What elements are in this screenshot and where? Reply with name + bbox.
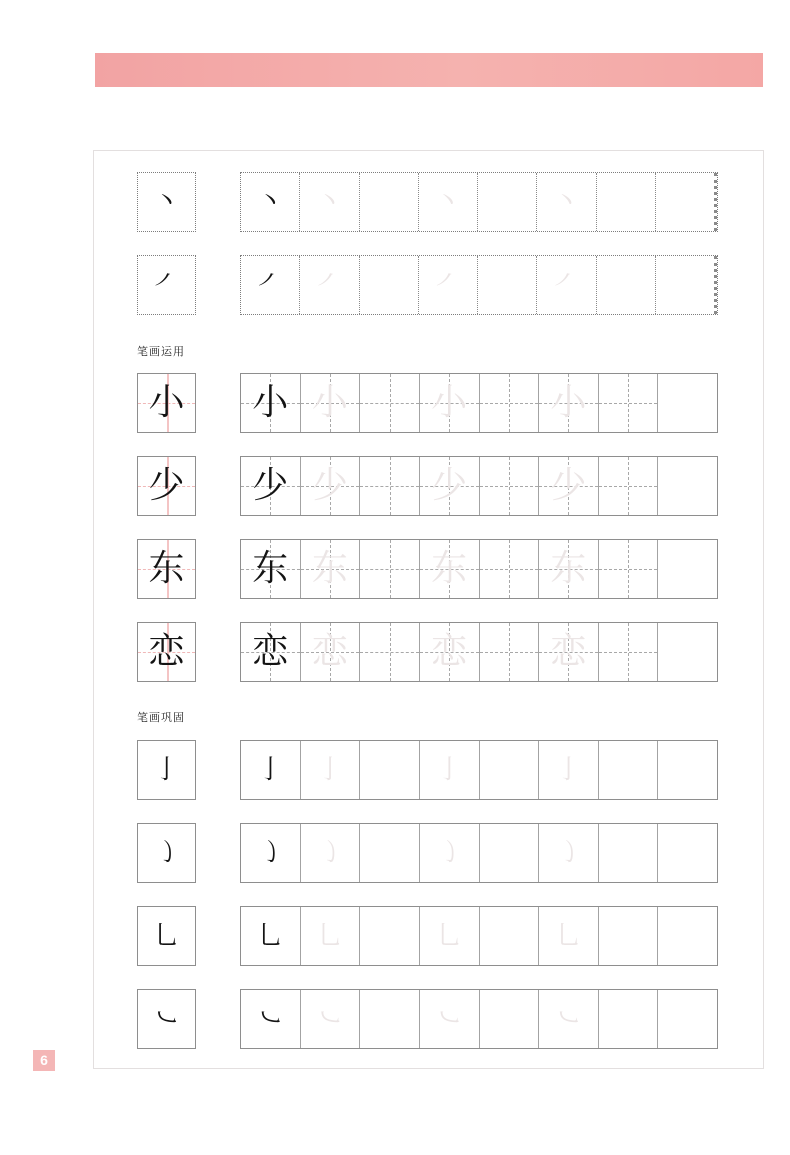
stroke-practice-row [137,172,719,232]
model-box [137,906,196,966]
practice-cell [478,173,537,231]
practice-cell [241,824,301,882]
model-stroke: ㇒ [153,270,180,300]
model-character: 东 [148,548,185,589]
practice-grid [240,373,718,433]
model-box [137,373,196,433]
model-box [137,989,196,1049]
practice-cell [360,824,420,882]
practice-cell [420,540,480,598]
practice-cell [301,540,361,598]
trace-stroke: ㇁ [555,838,582,868]
practice-cell [597,256,656,314]
trace-stroke: ㇁ [436,838,463,868]
practice-cell [658,907,717,965]
model-box [137,622,196,682]
trace-character: 少 [311,465,348,506]
model-character: 恋 [148,631,185,672]
practice-cell [301,990,361,1048]
example-stroke: ㇒ [257,270,284,300]
practice-cell [480,990,540,1048]
practice-cell [241,374,301,432]
practice-cell [360,540,420,598]
model-box [137,823,196,883]
practice-cell [301,907,361,965]
practice-grid [240,823,718,883]
example-character: 恋 [252,631,289,672]
practice-cell [420,374,480,432]
trace-character: 东 [550,548,587,589]
practice-cell [658,741,717,799]
practice-cell [360,256,419,314]
practice-cell [241,741,301,799]
practice-cell [599,741,659,799]
trace-stroke: ㇃ [436,1004,463,1034]
practice-cell [420,824,480,882]
practice-grid [240,740,718,800]
practice-cell [480,623,540,681]
stroke-practice-row [137,823,719,883]
practice-cell [480,374,540,432]
character-practice-row [137,539,719,599]
trace-character: 小 [311,382,348,423]
practice-grid [240,906,718,966]
model-box [137,539,196,599]
trace-stroke: 亅 [436,755,463,785]
section-label: 笔画巩固 [137,711,185,724]
model-character: 小 [148,382,185,423]
practice-cell [241,540,301,598]
practice-cell [420,741,480,799]
trace-stroke: ㇒ [316,270,343,300]
example-character: 小 [252,382,289,423]
practice-cell [537,173,596,231]
example-stroke: 丶 [257,187,284,217]
example-character: 少 [252,465,289,506]
trace-stroke: 亅 [555,755,582,785]
trace-stroke: ㇃ [316,1004,343,1034]
practice-cell [360,990,420,1048]
practice-cell [478,256,537,314]
practice-cell [599,374,659,432]
example-stroke: ㇃ [257,1004,284,1034]
trace-character: 小 [550,382,587,423]
practice-cell [539,540,599,598]
practice-cell [241,457,301,515]
practice-cell [360,374,420,432]
stroke-practice-row [137,989,719,1049]
practice-cell [241,907,301,965]
example-stroke: ㇁ [257,838,284,868]
practice-cell [420,907,480,965]
practice-cell [599,990,659,1048]
practice-cell [656,256,717,314]
practice-cell [419,173,478,231]
trace-stroke: 乚 [555,921,582,951]
model-stroke: ㇁ [153,838,180,868]
trace-character: 东 [431,548,468,589]
practice-grid [240,989,718,1049]
practice-cell [656,173,717,231]
practice-cell [597,173,656,231]
example-stroke: 乚 [257,921,284,951]
practice-cell [599,824,659,882]
practice-cell [658,457,717,515]
practice-cell [241,623,301,681]
model-box [137,255,196,315]
character-practice-row [137,456,719,516]
character-practice-row [137,373,719,433]
practice-cell [241,256,300,314]
practice-cell [301,623,361,681]
practice-cell [420,457,480,515]
trace-character: 恋 [311,631,348,672]
practice-cell [599,457,659,515]
practice-cell [360,907,420,965]
model-character: 少 [148,465,185,506]
trace-character: 小 [431,382,468,423]
model-box [137,172,196,232]
model-box [137,456,196,516]
practice-cell [420,990,480,1048]
header-bar [95,53,763,87]
practice-cell [537,256,596,314]
trace-stroke: ㇒ [553,270,580,300]
character-practice-row [137,622,719,682]
model-stroke: 乚 [153,921,180,951]
practice-cell [301,374,361,432]
model-stroke: ㇃ [153,1004,180,1034]
trace-stroke: 丶 [316,187,343,217]
practice-cell [658,374,717,432]
practice-cell [360,623,420,681]
practice-cell [599,540,659,598]
practice-cell [599,623,659,681]
practice-grid [240,622,718,682]
practice-cell [241,173,300,231]
practice-cell [539,623,599,681]
practice-cell [360,457,420,515]
trace-stroke: 丶 [434,187,461,217]
trace-stroke: ㇁ [316,838,343,868]
practice-cell [539,457,599,515]
example-character: 东 [252,548,289,589]
trace-character: 恋 [550,631,587,672]
trace-stroke: ㇒ [434,270,461,300]
model-stroke: 丶 [153,187,180,217]
trace-stroke: 乚 [316,921,343,951]
practice-cell [300,173,359,231]
trace-stroke: ㇃ [555,1004,582,1034]
practice-cell [539,824,599,882]
trace-character: 少 [550,465,587,506]
model-box [137,740,196,800]
practice-cell [420,623,480,681]
stroke-practice-row [137,740,719,800]
practice-cell [360,741,420,799]
practice-cell [658,540,717,598]
practice-cell [539,374,599,432]
practice-cell [419,256,478,314]
practice-cell [658,824,717,882]
practice-cell [658,623,717,681]
trace-stroke: 亅 [316,755,343,785]
page-number: 6 [33,1050,55,1071]
practice-cell [599,907,659,965]
trace-character: 恋 [431,631,468,672]
practice-grid [240,172,718,232]
practice-cell [480,457,540,515]
practice-cell [301,824,361,882]
stroke-practice-row [137,255,719,315]
practice-cell [301,741,361,799]
practice-cell [539,907,599,965]
stroke-practice-row [137,906,719,966]
practice-grid [240,255,718,315]
practice-cell [241,990,301,1048]
practice-cell [539,990,599,1048]
practice-grid [240,456,718,516]
section-label: 笔画运用 [137,345,185,358]
practice-cell [480,824,540,882]
trace-character: 少 [431,465,468,506]
model-stroke: 亅 [153,755,180,785]
practice-cell [301,457,361,515]
trace-stroke: 丶 [553,187,580,217]
trace-character: 东 [311,548,348,589]
practice-grid [240,539,718,599]
practice-cell [658,990,717,1048]
practice-cell [480,907,540,965]
practice-cell [360,173,419,231]
practice-cell [480,540,540,598]
practice-cell [480,741,540,799]
trace-stroke: 乚 [436,921,463,951]
practice-cell [539,741,599,799]
practice-cell [300,256,359,314]
example-stroke: 亅 [257,755,284,785]
